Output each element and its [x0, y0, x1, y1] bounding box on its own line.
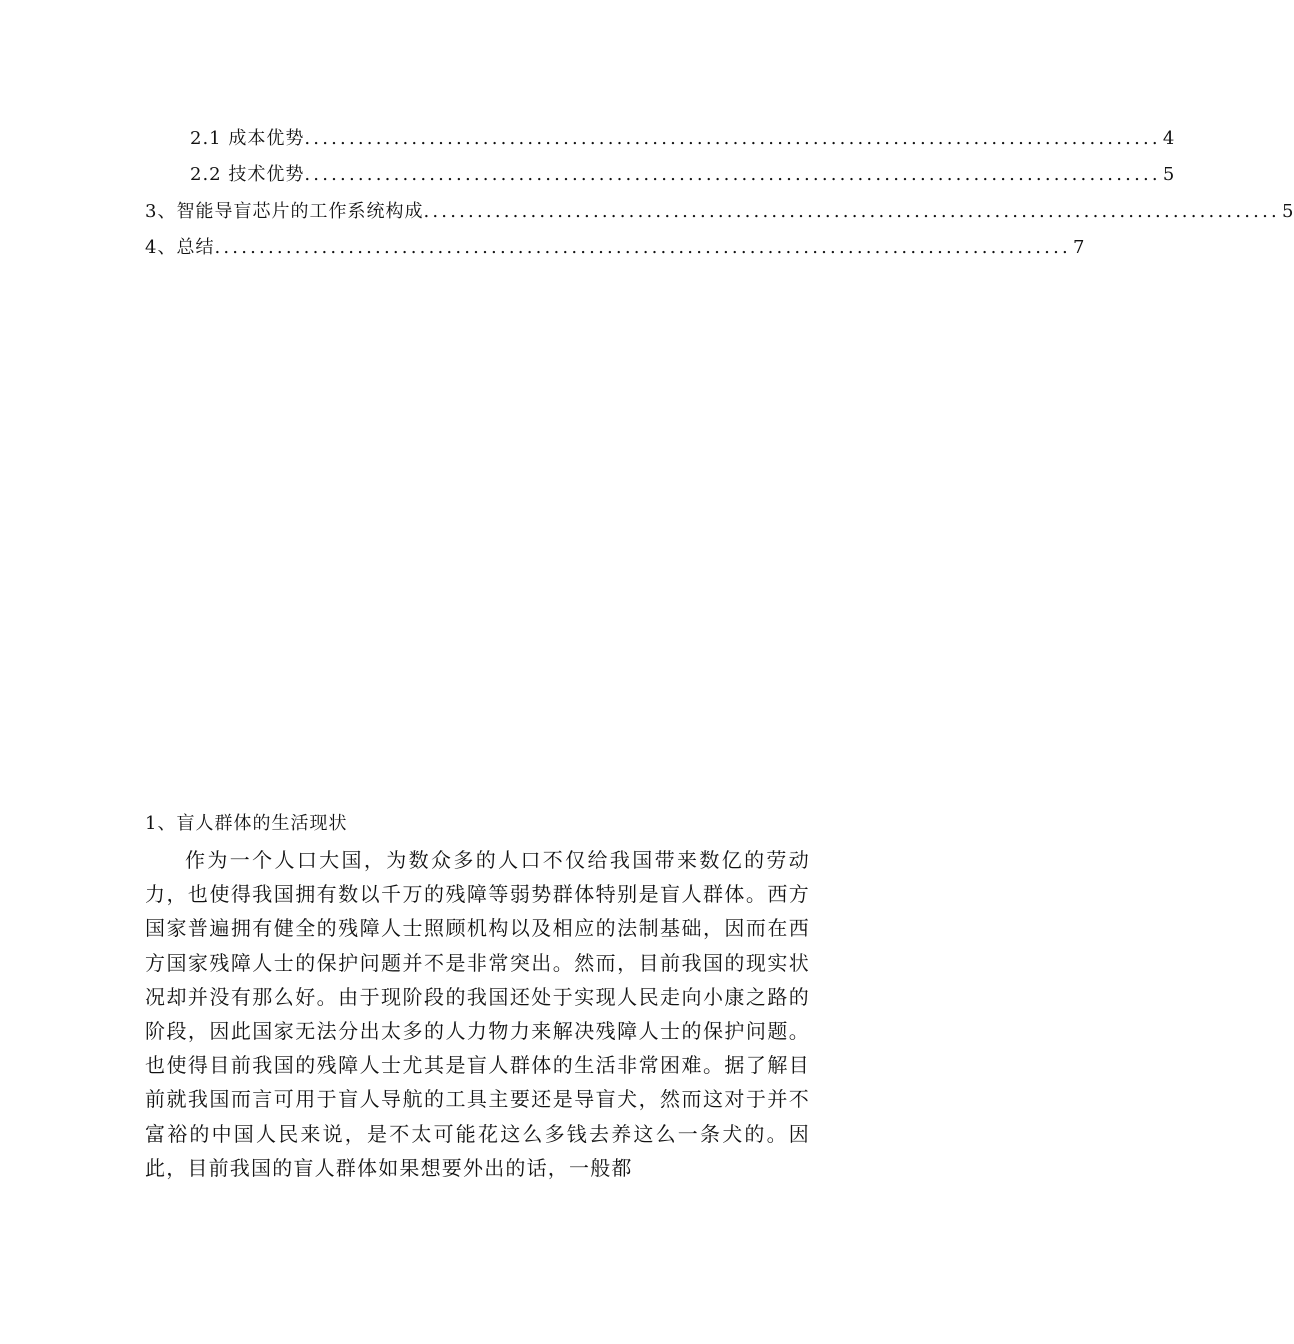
toc-entry-2-1[interactable]	[190, 124, 1176, 152]
toc-leader-dots: ................................................................................................	[304, 128, 1161, 149]
section-heading: 1、盲人群体的生活现状	[145, 813, 348, 834]
toc-page-number: 5	[1162, 164, 1176, 185]
toc-leader-dots: ................................................................................................	[304, 164, 1161, 185]
toc-entry-3[interactable]	[145, 197, 1294, 225]
toc-entry-label: 3、智能导盲芯片的工作系统构成	[145, 201, 424, 222]
toc-leader-dots: ................................................................................................	[423, 201, 1280, 222]
toc-page-number: 5	[1281, 201, 1294, 222]
toc-page-number: 4	[1162, 128, 1176, 149]
toc-entry-2-2[interactable]	[190, 160, 1176, 188]
toc-leader-dots: ................................................................................................	[214, 237, 1071, 258]
toc-entry-label: 4、总结	[145, 237, 215, 258]
toc-entry-label: 2.1 成本优势	[190, 128, 305, 149]
toc-page-number: 7	[1072, 237, 1086, 258]
toc-entry-4[interactable]	[145, 233, 1086, 261]
toc-entry-label: 2.2 技术优势	[190, 164, 305, 185]
body-paragraph: 作为一个人口大国，为数众多的人口不仅给我国带来数亿的劳动力，也使得我国拥有数以千万的残障等弱势群体特别是盲人群体。西方国家普遍拥有健全的残障人士照顾机构以及相应的法制基础，因而在西方国家残障人士的保护问题并不是非常突出。然而，目前我国的现实状况却并没有那么好。由于现阶段的我国还处于实现人民走向小康之路的阶段，因此国家无法分出太多的人力物力来解决残障人士的保护问题。也使得目前我国的残障人士尤其是盲人群体的生活非常困难。据了解目前就我国而言可用于盲人导航的工具主要还是导盲犬，然而这对于并不富裕的中国人民来说，是不太可能花这么多钱去养这么一条犬的。因此，目前我国的盲人群体如果想要外出的话，一般都	[145, 848, 810, 1180]
